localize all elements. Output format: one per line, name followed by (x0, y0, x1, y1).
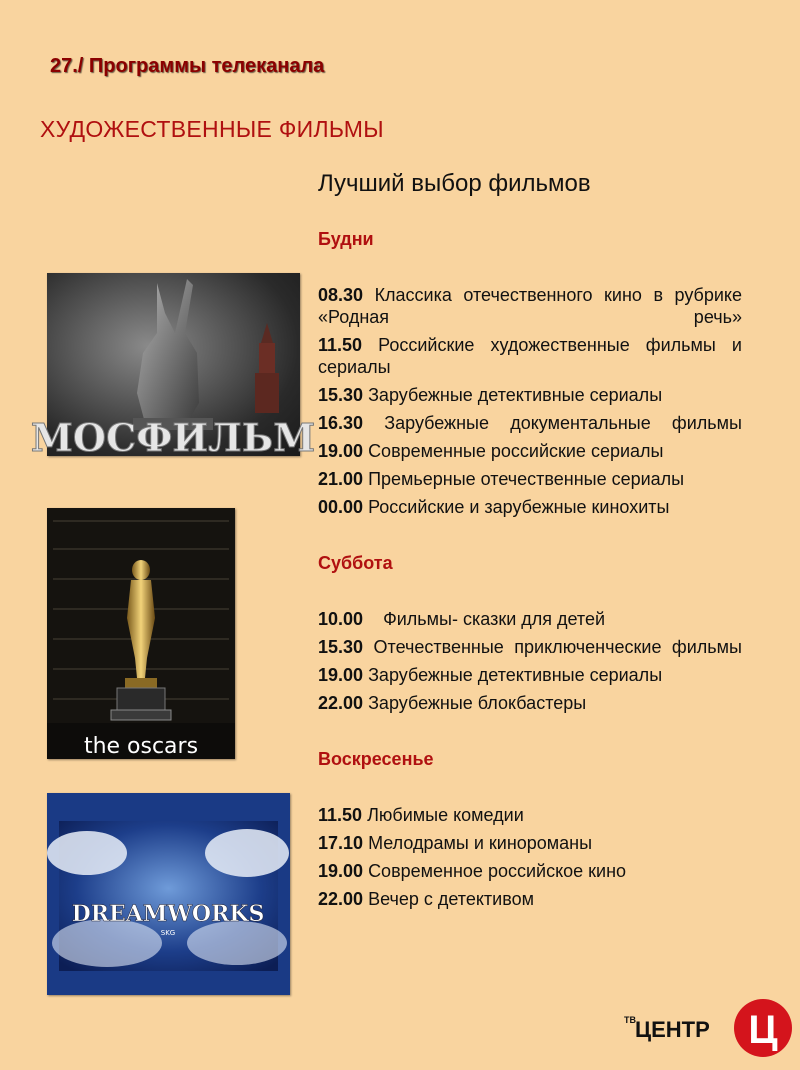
entry-time: 19.00 (318, 665, 364, 685)
logo-letter-text: Ц (748, 1008, 778, 1052)
entry-time: 15.30 (318, 637, 364, 657)
entry-time: 10.00 (318, 609, 364, 629)
svg-text:МОСФИЛЬМ: МОСФИЛЬМ (30, 415, 316, 460)
schedule-entry (318, 692, 742, 714)
entry-time: 17.10 (318, 833, 364, 853)
entry-text: Мелодрамы и кинороманы (368, 833, 593, 853)
mosfilm-statue-image (30, 273, 316, 460)
schedule-entry (318, 860, 742, 882)
entry-text: Зарубежные документальные фильмы (384, 413, 742, 433)
svg-text:the oscars: the oscars (83, 734, 199, 759)
sunday-heading: Воскресенье (318, 749, 434, 769)
mosfilm-logo-text (31, 415, 315, 460)
entry-text: Современное российское кино (368, 861, 627, 881)
entry-text: Отечественные приключенческие фильмы (373, 637, 742, 657)
entry-text: Вечер с детективом (368, 889, 534, 909)
entry-time: 22.00 (318, 889, 364, 909)
schedule-entry (318, 804, 742, 826)
schedule-entry (318, 384, 742, 406)
oscars-poster (47, 508, 235, 759)
entry-time: 08.30 (318, 285, 364, 305)
entry-time: 19.00 (318, 861, 364, 881)
saturday-heading: Суббота (318, 553, 393, 573)
logo-tv-text: ТВ (624, 1015, 636, 1025)
entry-time: 22.00 (318, 693, 364, 713)
page-title: 27./ Программы телеканала (50, 55, 325, 77)
schedule-entry (318, 440, 742, 462)
logo-name-text: ЦЕНТР (635, 1017, 710, 1042)
entry-time: 11.50 (318, 335, 363, 355)
entry-text: Фильмы- сказки для детей (383, 609, 606, 629)
schedule-entry (318, 334, 742, 378)
schedule-entry (318, 636, 742, 658)
dreamworks-poster (47, 793, 290, 995)
oscars-logo-text (84, 734, 198, 759)
entry-text: Современные российские сериалы (368, 441, 664, 461)
schedule-entry (318, 832, 742, 854)
entry-time: 15.30 (318, 385, 364, 405)
schedule-entry (318, 412, 742, 434)
entry-time: 00.00 (318, 497, 364, 517)
svg-text:DREAMWORKS: DREAMWORKS (71, 901, 265, 927)
entry-time: 16.30 (318, 413, 364, 433)
schedule (318, 228, 742, 916)
schedule-entry (318, 664, 742, 686)
schedule-entry (318, 608, 742, 630)
schedule-entry (318, 284, 742, 328)
entry-text: Классика отечественного кино в рубрике «Родная речь» (318, 285, 742, 327)
weekdays-heading: Будни (318, 229, 374, 249)
entry-text: Российские и зарубежные кинохиты (368, 497, 670, 517)
dreamworks-sky-image (47, 793, 290, 995)
entry-time: 11.50 (318, 805, 363, 825)
tv-center-logo (620, 995, 795, 1065)
section-title: ХУДОЖЕСТВЕННЫЕ ФИЛЬМЫ (40, 116, 384, 142)
oscars-statuette-image (47, 508, 235, 759)
mosfilm-poster (30, 273, 316, 460)
entry-text: Премьерные отечественные сериалы (368, 469, 685, 489)
entry-time: 21.00 (318, 469, 364, 489)
schedule-subtitle: Лучший выбор фильмов (318, 170, 591, 197)
entry-text: Российские художественные фильмы и сериалы (318, 335, 742, 377)
entry-text: Зарубежные детективные сериалы (368, 665, 663, 685)
entry-text: Зарубежные блокбастеры (368, 693, 587, 713)
entry-text: Любимые комедии (367, 805, 524, 825)
svg-text:SKG: SKG (160, 929, 176, 937)
schedule-entry (318, 496, 742, 518)
schedule-entry (318, 468, 742, 490)
entry-time: 19.00 (318, 441, 364, 461)
entry-text: Зарубежные детективные сериалы (368, 385, 663, 405)
schedule-entry (318, 888, 742, 910)
